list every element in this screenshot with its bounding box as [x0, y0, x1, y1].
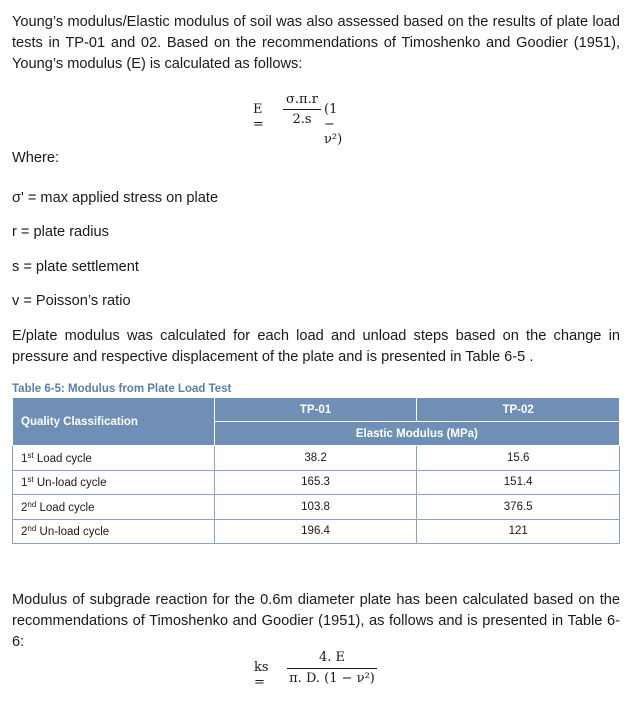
cell-tp02: 151.4	[417, 470, 620, 495]
intro-paragraph: Young’s modulus/Elastic modulus of soil was also assessed based on the results of plate load tests in TP-01 and 02. Based on the recommendations of Timoshenko and Goodier (1951), Young’s modulus (E) is calculated as follows:	[12, 14, 620, 72]
cell-tp01: 38.2	[214, 446, 417, 471]
subgrade-paragraph: Modulus of subgrade reaction for the 0.6m diameter plate has been calculated based on the recommendations of Timoshenko and Goodier (1951), as follows and is presented in Table 6-6:	[12, 592, 620, 650]
table-header-row	[13, 398, 620, 422]
table-row	[13, 470, 620, 495]
cell-tp02: 121	[417, 519, 620, 544]
cell-tp01: 165.3	[214, 470, 417, 495]
table-row	[13, 495, 620, 520]
where-label: Where:	[12, 150, 60, 166]
header-quality-classification: Quality Classification	[13, 398, 215, 446]
row-label: 1st Load cycle	[13, 446, 215, 471]
definition-radius: r = plate radius	[12, 224, 109, 240]
eq2-numerator: 4. E	[318, 650, 346, 665]
table-row	[13, 446, 620, 471]
definition-stress: σ' = max applied stress on plate	[12, 190, 219, 206]
header-tp01: TP-01	[214, 398, 417, 422]
eq1-fraction-bar	[283, 109, 321, 110]
row-label: 2nd Un-load cycle	[13, 519, 215, 544]
cell-tp01: 103.8	[214, 495, 417, 520]
eq1-denominator: 2.s	[292, 112, 312, 127]
header-tp02: TP-02	[417, 398, 620, 422]
eq1-lhs: E =	[253, 102, 264, 132]
table-row	[13, 519, 620, 544]
modulus-paragraph: E/plate modulus was calculated for each load and unload steps based on the change in pressure and respective displacement of the plate and is presented in Table 6-5 .	[12, 328, 620, 365]
row-label: 1st Un-load cycle	[13, 470, 215, 495]
table-caption: Table 6-5: Modulus from Plate Load Test	[12, 383, 232, 395]
cell-tp02: 376.5	[417, 495, 620, 520]
eq2-denominator: π. D. (1 − ν²)	[289, 671, 375, 686]
eq2-fraction-bar	[287, 668, 377, 669]
eq1-numerator: σ.π.r	[286, 92, 318, 107]
definition-poisson: v = Poisson’s ratio	[12, 293, 131, 309]
row-label: 2nd Load cycle	[13, 495, 215, 520]
modulus-table	[12, 397, 620, 544]
eq2-lhs: ks =	[254, 660, 269, 690]
eq1-tail: (1 − ν²)	[324, 102, 343, 147]
cell-tp01: 196.4	[214, 519, 417, 544]
cell-tp02: 15.6	[417, 446, 620, 471]
definition-settlement: s = plate settlement	[12, 259, 139, 275]
header-elastic-modulus: Elastic Modulus (MPa)	[214, 422, 619, 446]
